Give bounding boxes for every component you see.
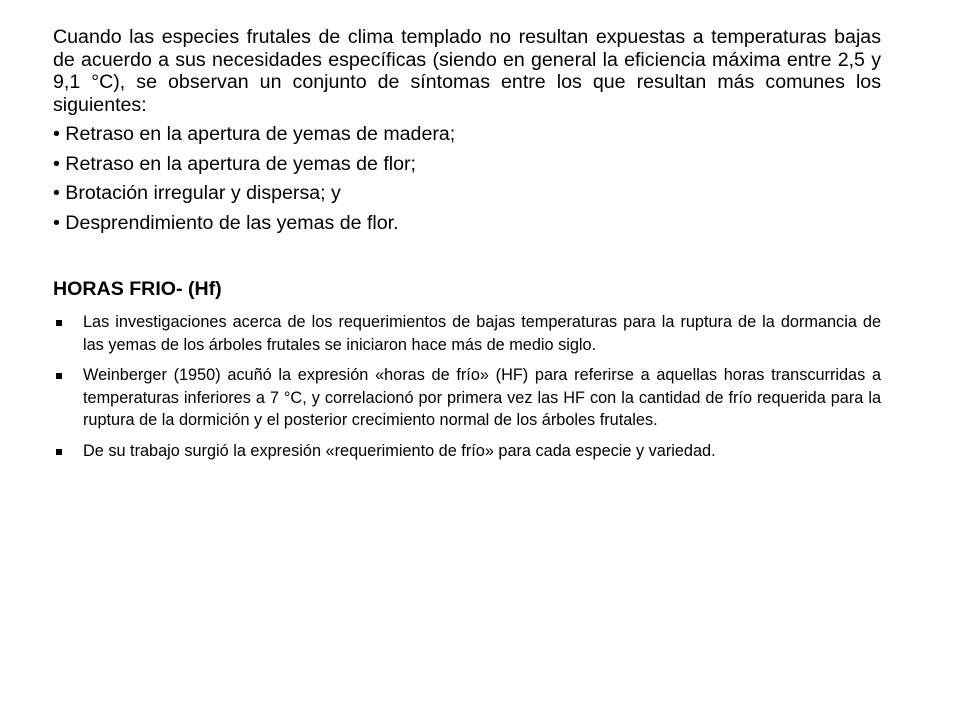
symptom-item: • Retraso en la apertura de yemas de madera;: [53, 123, 456, 145]
section-heading: HORAS FRIO- (Hf): [53, 278, 222, 300]
square-bullet-icon: [56, 449, 62, 455]
list-item: [53, 364, 881, 432]
symptom-item: • Retraso en la apertura de yemas de flor;: [53, 152, 417, 175]
square-bullet-icon: [56, 373, 62, 379]
symptom-list: [53, 123, 881, 234]
intro-paragraph: Cuando las especies frutales de clima templado no resultan expuestas a temperaturas bajas de acuerdo a sus necesidades específicas (siendo en general la eficiencia máxima entre 2,5 y 9,1 °C), se observan un conjunto de síntomas entre los que resultan más comunes los siguientes:: [53, 26, 881, 116]
list-item: [53, 311, 881, 356]
list-item-text: Las investigaciones acerca de los requerimientos de bajas temperaturas para la ruptura de la dormancia de las yemas de los árboles frutales se iniciaron hace más de medio siglo.: [83, 313, 881, 354]
square-bullet-icon: [56, 320, 62, 326]
symptom-item: • Brotación irregular y dispersa; y: [53, 182, 341, 204]
list-item-text: De su trabajo surgió la expresión «requerimiento de frío» para cada especie y variedad.: [83, 441, 716, 460]
symptom-item: • Desprendimiento de las yemas de flor.: [53, 211, 399, 234]
section-bullet-list: [53, 311, 881, 463]
list-item-text: Weinberger (1950) acuñó la expresión «horas de frío» (HF) para referirse a aquellas horas transcurridas a temperaturas inferiores a 7 °C, y correlacionó por primera vez las HF con la cantidad de frío requerida para la ruptura de la dormición y el posterior crecimiento normal de los árboles frutales.: [83, 366, 881, 430]
list-item: [53, 440, 881, 463]
slide-content: [53, 26, 881, 471]
